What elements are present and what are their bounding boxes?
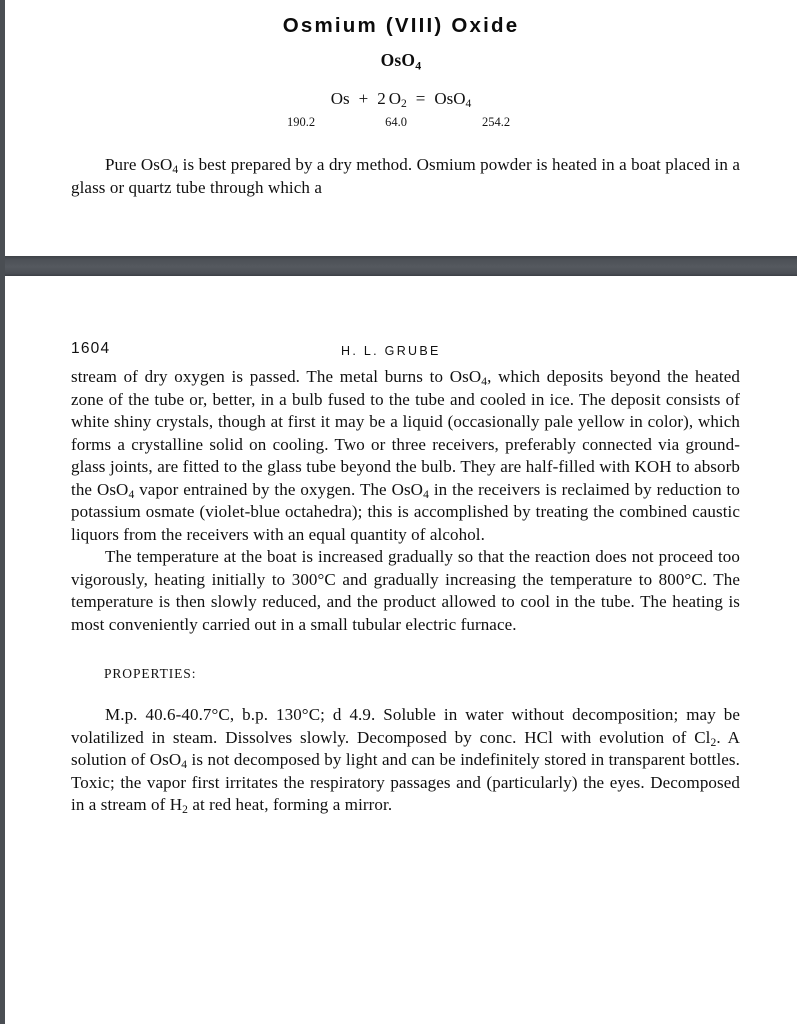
properties-part4: at red heat, forming a mirror. xyxy=(188,795,393,814)
properties-sub2: 4 xyxy=(181,758,188,772)
body-paragraph-1-sub3: 4 xyxy=(423,487,429,501)
body-paragraph-1 xyxy=(71,366,740,546)
weight-product: 254.2 xyxy=(481,115,511,129)
properties-sub3: 2 xyxy=(182,803,188,817)
body-paragraph-1-part1: stream of dry oxygen is passed. The metal burns to OsO xyxy=(71,367,482,386)
equation-coefficient: 2 xyxy=(377,89,386,108)
page-fragment-bottom xyxy=(5,276,797,1024)
properties-part2: . A solution of OsO xyxy=(71,727,740,769)
compound-formula-text: OsO xyxy=(380,50,416,70)
properties-sub1: 2 xyxy=(710,735,717,749)
page-fragment-top xyxy=(5,0,797,256)
intro-paragraph-part2: is best prepared by a dry method. Osmium powder is heated in a boat placed in a glass or quartz tube through which a xyxy=(71,155,740,197)
equation-plus-sign: + xyxy=(358,89,369,108)
properties-part1: M.p. 40.6-40.7°C, b.p. 130°C; d 4.9. Soluble in water without decomposition; may be volatilized in steam. Dissolves slowly. Decomposed by conc. HCl with evolution of Cl xyxy=(71,705,740,747)
body-paragraph-2 xyxy=(71,546,740,636)
compound-formula-subscript: 4 xyxy=(415,58,422,73)
page-number: 1604 xyxy=(71,340,111,357)
equation-equals-sign: = xyxy=(415,89,426,108)
equation-oxygen: O xyxy=(388,89,401,108)
properties-section-label: PROPERTIES: xyxy=(104,666,197,681)
equation-product-subscript: 4 xyxy=(465,97,472,111)
properties-gap-before xyxy=(71,636,740,666)
page-title: Osmium (VIII) Oxide xyxy=(282,14,520,37)
properties-gap-after xyxy=(71,682,740,704)
text-column xyxy=(71,366,740,817)
molecular-weights-row xyxy=(5,109,797,130)
running-title: H. L. GRUBE xyxy=(341,344,441,358)
weight-oxygen: 64.0 xyxy=(385,115,407,129)
body-paragraph-1-part4: in the receivers is reclaimed by reduction to potassium osmate (violet-blue octahedra); this is accomplished by treating the combined caustic liquors from the receivers with an equal quantity of alcohol. xyxy=(71,479,740,544)
viewer-left-gutter xyxy=(0,0,5,1024)
reaction-equation xyxy=(5,71,797,109)
properties-paragraph xyxy=(71,704,740,817)
properties-part3: is not decomposed by light and can be indefinitely stored in transparent bottles. Toxic; the vapor first irritates the respiratory passages and (particularly) the eyes. Decomposed in a stream of H xyxy=(71,750,740,814)
compound-formula xyxy=(5,38,797,71)
equation-oxygen-subscript: 2 xyxy=(400,97,407,111)
intro-paragraph xyxy=(71,130,740,199)
running-header xyxy=(71,276,737,366)
body-paragraph-2-text: The temperature at the boat is increased gradually so that the reaction does not proceed too vigorously, heating initially to 300°C and gradually increasing the temperature to 800°C. The temperature is then slowly reduced, and the product allowed to cool in the tube. The heating is most conveniently carried out in a small tubular electric furnace. xyxy=(71,547,740,634)
weight-reactant: 190.2 xyxy=(286,115,316,129)
body-paragraph-1-part3: vapor entrained by the oxygen. The OsO xyxy=(134,479,424,499)
equation-reactant: Os xyxy=(330,89,350,108)
body-paragraph-1-sub2: 4 xyxy=(128,487,135,501)
body-paragraph-1-part2: , which deposits beyond the heated zone of the tube or, better, in a bulb fused to the tube and cooled in ice. The deposit consists of white shiny crystals, though at first it may be a liquid (occasionally pale yellow in color), which forms a crystalline solid on cooling. Two or three receivers, preferably connected via ground-glass joints, are fitted to the glass tube beyond the bulb. They are half-filled with KOH to absorb the OsO xyxy=(71,367,740,499)
page-separator-bar xyxy=(0,256,797,276)
intro-paragraph-part1: Pure OsO xyxy=(105,155,173,174)
body-paragraph-1-sub1: 4 xyxy=(481,375,488,389)
equation-product: OsO xyxy=(434,89,466,108)
intro-paragraph-subscript: 4 xyxy=(172,163,179,177)
